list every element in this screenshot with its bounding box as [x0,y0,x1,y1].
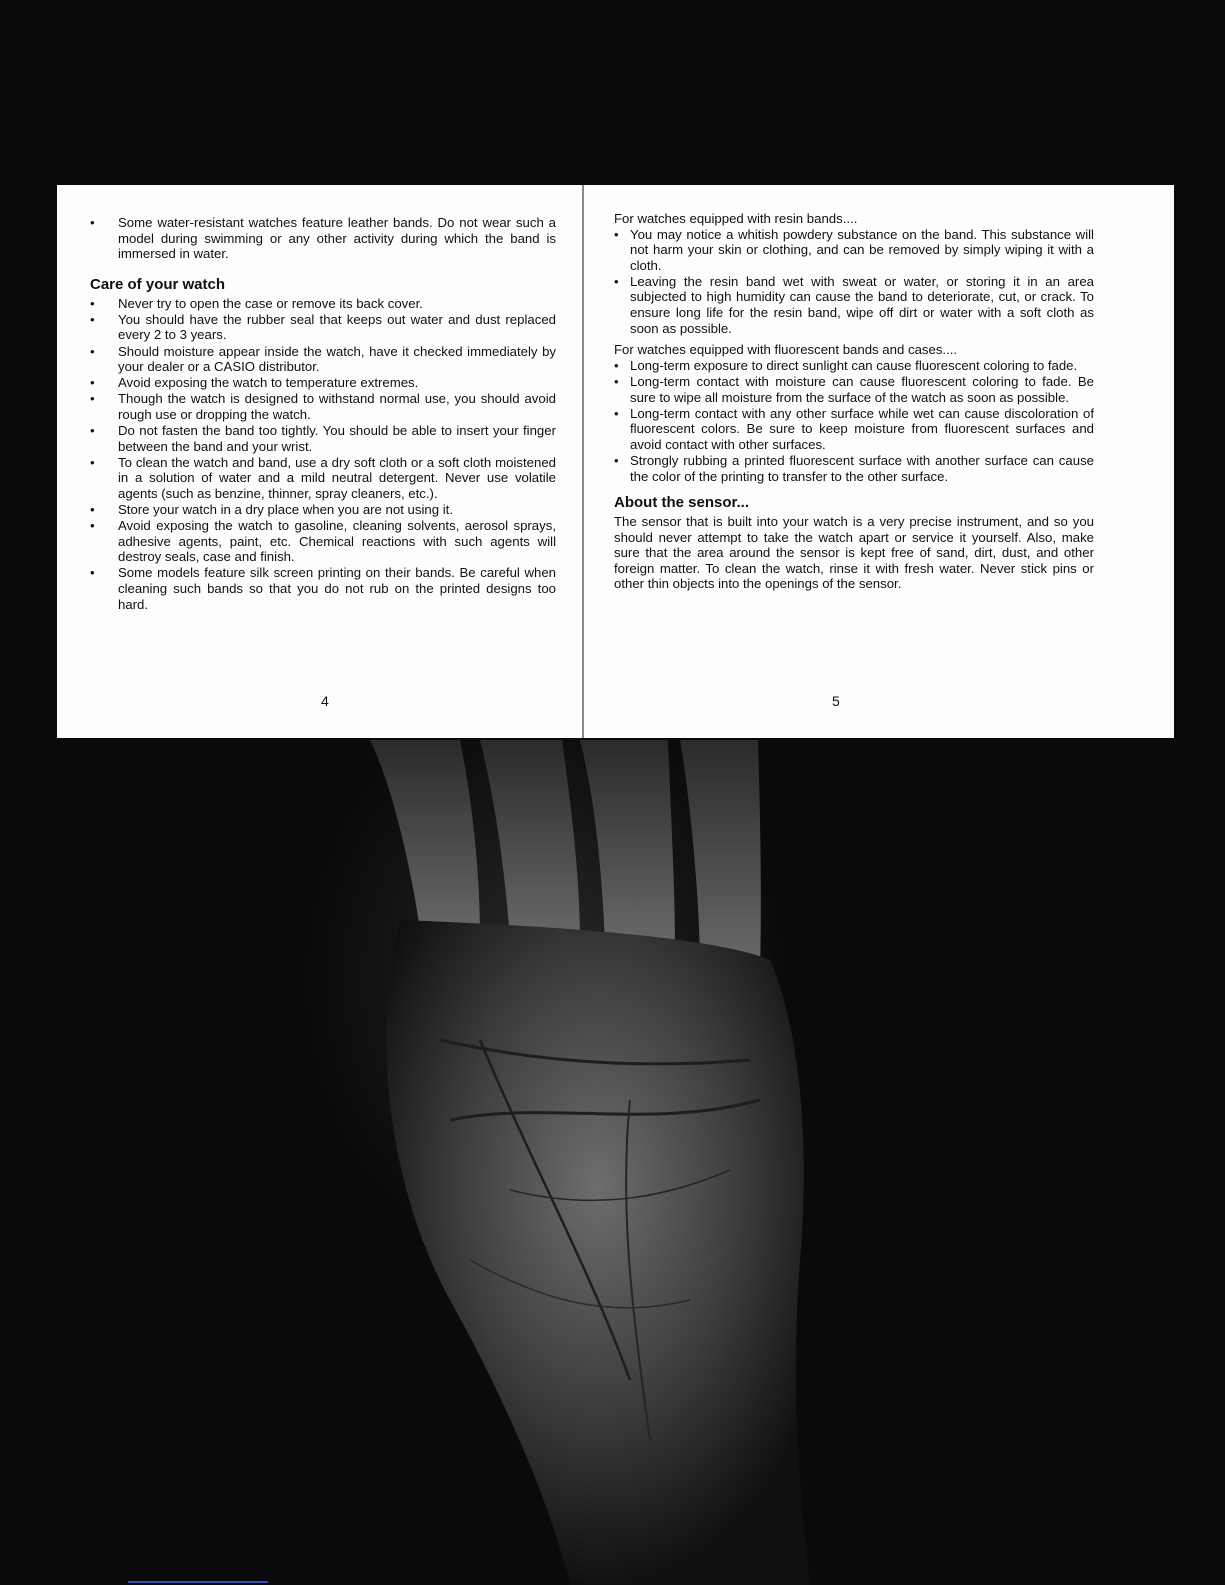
list-item: • Long-term exposure to direct sunlight can cause fluorescent coloring to fade. [614,358,1094,374]
left-page [57,185,584,738]
care-list [90,296,556,612]
sensor-paragraph: The sensor that is built into your watch is a very precise instrument, and so you should never attempt to take the watch apart or service it yourself. Also, make sure that the area around the sensor is kept free of sand, dirt, dust, and other foreign matter. To clean the watch, rinse it with fresh water. Never stick pins or other thin objects into the openings of the sensor. [614,514,1094,592]
list-item: • Though the watch is designed to withstand normal use, you should avoid rough use or dropping the watch. [90,391,556,422]
list-item: • Do not fasten the band too tightly. You should be able to insert your finger between the band and your wrist. [90,423,556,454]
list-item: • Never try to open the case or remove its back cover. [90,296,556,312]
list-item: • Leaving the resin band wet with sweat or water, or storing it in an area subjected to high humidity can cause the band to deteriorate, cut, or crack. To ensure long life for the resin band, wipe off dirt or water with a soft cloth as soon as possible. [614,274,1094,336]
list-item: • You may notice a whitish powdery substance on the band. This substance will not harm your skin or clothing, and can be removed by simply wiping it with a cloth. [614,227,1094,274]
list-item: • Long-term contact with moisture can cause fluorescent coloring to fade. Be sure to wipe all moisture from the surface of the watch as soon as possible. [614,374,1094,405]
list-item: • Avoid exposing the watch to temperature extremes. [90,375,556,391]
right-page [584,185,1174,738]
list-item: • Avoid exposing the watch to gasoline, cleaning solvents, aerosol sprays, adhesive agents, paint, etc. Chemical reactions with such agents will destroy seals, case and finish. [90,518,556,565]
fluorescent-intro: For watches equipped with fluorescent bands and cases.... [614,342,958,358]
list-item: • To clean the watch and band, use a dry soft cloth or a soft cloth moistened in a solution of water and a mild neutral detergent. Never use volatile agents (such as benzine, thinner, spray cleaners, etc.). [90,455,556,502]
page-number-right: 5 [832,693,840,709]
list-item: • Strongly rubbing a printed fluorescent surface with another surface can cause the color of the printing to transfer to the other surface. [614,453,1094,484]
list-item: • Some water-resistant watches feature leather bands. Do not wear such a model during swimming or any other activity during which the band is immersed in water. [90,215,556,262]
manual-spread [57,185,1174,738]
list-item: • Store your watch in a dry place when you are not using it. [90,502,556,518]
right-page-content [614,211,1094,592]
resin-list [614,227,1094,337]
list-item: • Should moisture appear inside the watch, have it checked immediately by your dealer or a CASIO distributor. [90,344,556,375]
care-heading: Care of your watch [90,275,226,293]
left-page-content [90,215,556,613]
list-item: • You should have the rubber seal that keeps out water and dust replaced every 2 to 3 years. [90,312,556,343]
list-item: • Long-term contact with any other surface while wet can cause discoloration of fluorescent colors. Be sure to keep moisture from fluorescent surfaces and avoid contact with other surfaces. [614,406,1094,453]
resin-intro: For watches equipped with resin bands.... [614,211,858,226]
page-number-left: 4 [321,693,329,709]
hand-photo [330,740,850,1585]
sensor-heading: About the sensor... [614,494,750,512]
leather-band-list [90,215,556,262]
list-item: • Some models feature silk screen printing on their bands. Be careful when cleaning such bands so that you do not rub on the printed designs too hard. [90,565,556,612]
fluorescent-list [614,358,1094,484]
scan-edge-line [128,1581,268,1583]
